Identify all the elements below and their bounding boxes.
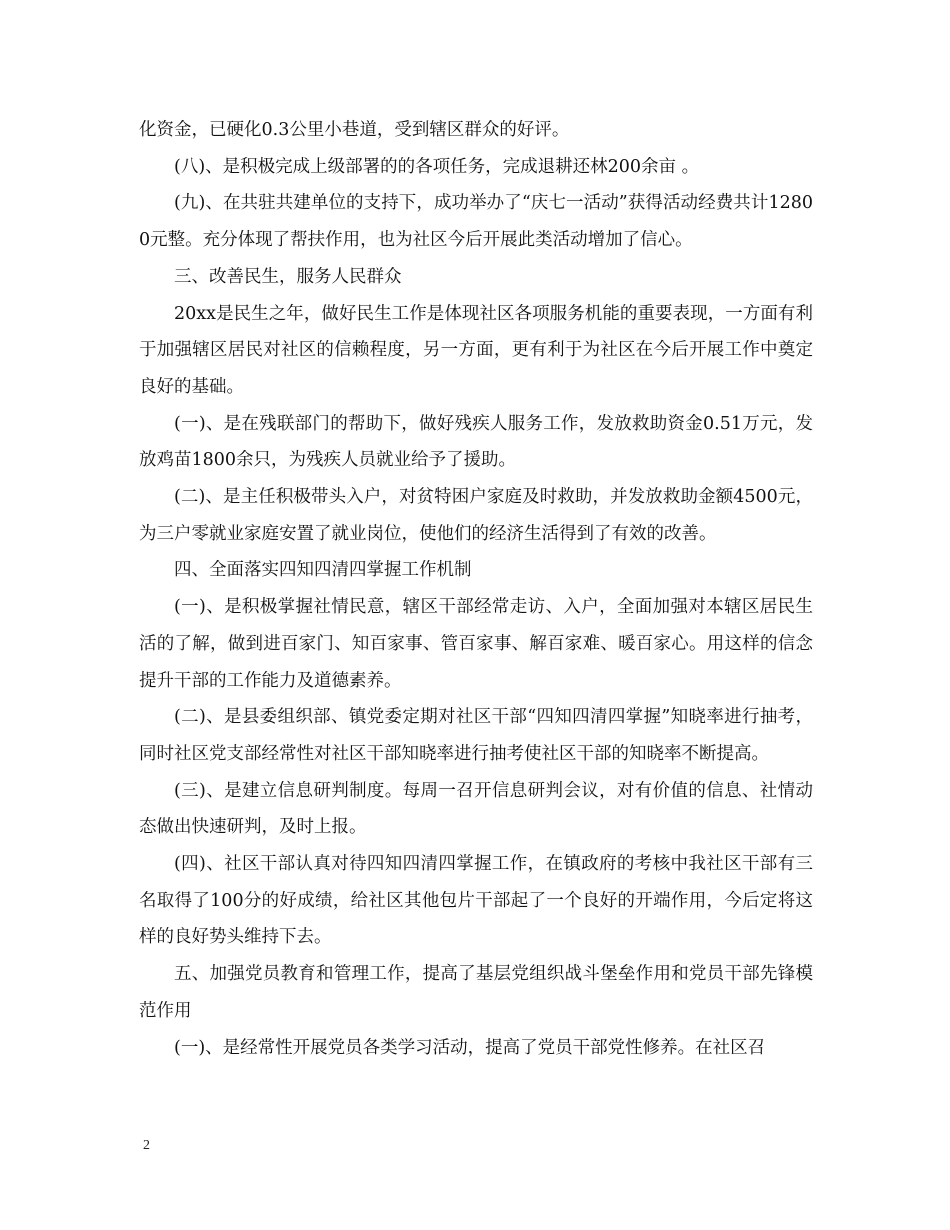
paragraph-9: (一)、是积极掌握社情民意，辖区干部经常走访、入户，全面加强对本辖区居民生活的了解，做到进百家门、知百家事、管百家事、解百家难、暖百家心。用这样的信念提升干部的工作能力及道德素养。 — [139, 597, 813, 691]
paragraph-5: 20xx是民生之年，做好民生工作是体现社区各项服务机能的重要表现，一方面有利于加强辖区居民对社区的信赖程度，另一方面，更有利于为社区在今后开展工作中奠定良好的基础。 — [139, 303, 813, 397]
paragraph-12: (四)、社区干部认真对待四知四清四掌握工作，在镇政府的考核中我社区干部有三名取得了100分的好成绩，给社区其他包片干部起了一个良好的开端作用，今后定将这样的良好势头维持下去。 — [139, 854, 813, 948]
page-number: 2 — [143, 1138, 150, 1153]
paragraph-14: (一)、是经常性开展党员各类学习活动，提高了党员干部党性修养。在社区召 — [174, 1037, 766, 1058]
section-heading-3: 三、改善民生，服务人民群众 — [174, 266, 402, 287]
paragraph-2: (八)、是积极完成上级部署的的各项任务，完成退耕还林200余亩 。 — [174, 156, 700, 177]
paragraph-3: (九)、在共驻共建单位的支持下，成功举办了“庆七一活动”获得活动经费共计12800元整。充分体现了帮扶作用，也为社区今后开展此类活动增加了信心。 — [139, 193, 813, 251]
paragraph-10: (二)、是县委组织部、镇党委定期对社区干部“四知四清四掌握”知晓率进行抽考，同时社区党支部经常性对社区干部知晓率进行抽考使社区干部的知晓率不断提高。 — [139, 707, 813, 764]
section-heading-4: 四、全面落实四知四清四掌握工作机制 — [174, 560, 472, 581]
document-body — [139, 112, 813, 1066]
paragraph-1: 化资金，已硬化0.3公里小巷道，受到辖区群众的好评。 — [139, 120, 570, 140]
section-heading-5: 五、加强党员教育和管理工作，提高了基层党组织战斗堡垒作用和党员干部先锋模范作用 — [139, 964, 813, 1021]
paragraph-7: (二)、是主任积极带头入户，对贫特困户家庭及时救助，并发放救助金额4500元，为三户零就业家庭安置了就业岗位，使他们的经济生活得到了有效的改善。 — [139, 487, 813, 544]
paragraph-11: (三)、是建立信息研判制度。每周一召开信息研判会议，对有价值的信息、社情动态做出快速研判，及时上报。 — [139, 780, 813, 838]
paragraph-6: (一)、是在残联部门的帮助下，做好残疾人服务工作，发放救助资金0.51万元，发放鸡苗1800余只，为残疾人员就业给予了援助。 — [139, 413, 813, 471]
